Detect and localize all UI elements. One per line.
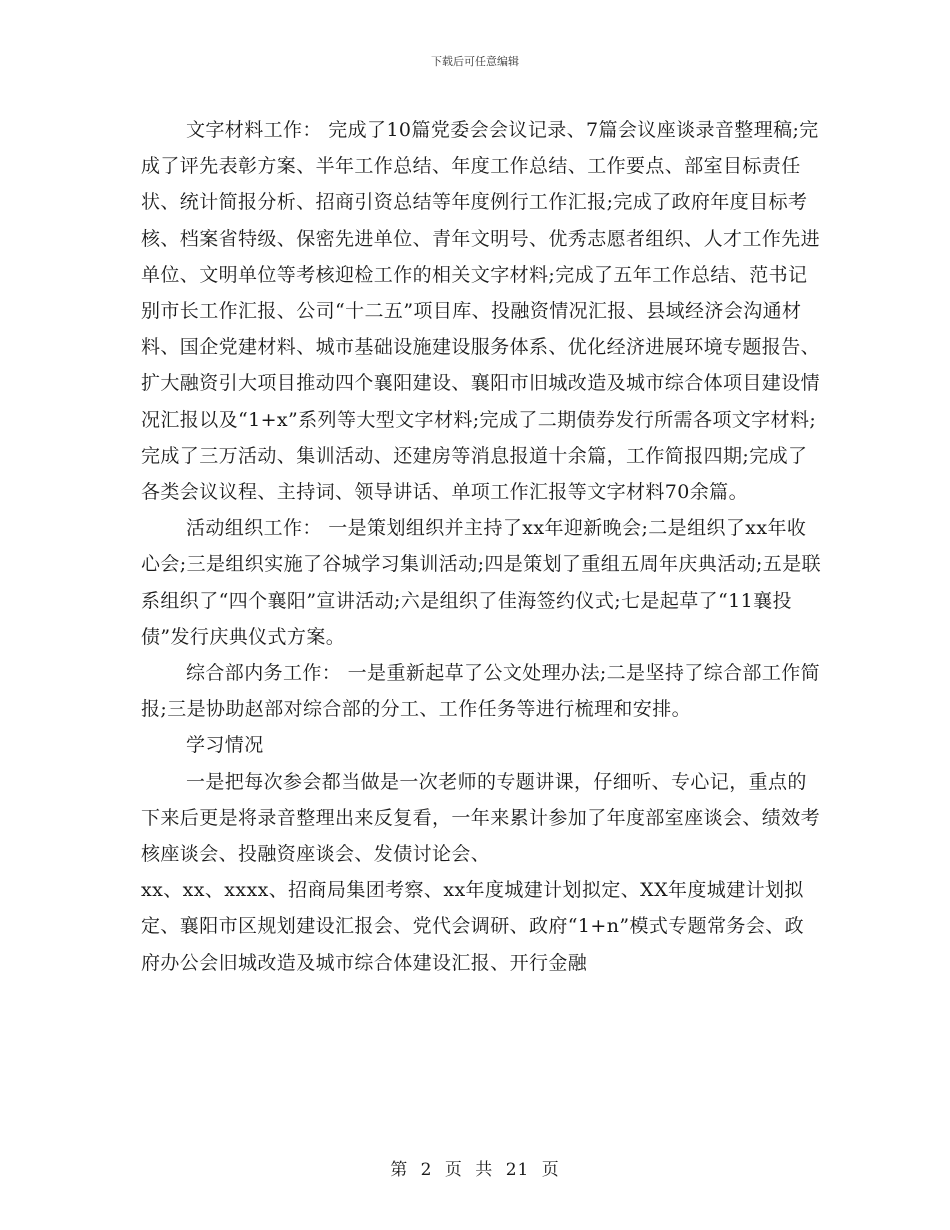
section-heading-study: 学习情况 [186, 734, 264, 757]
paragraph-internal-affairs: 综合部内务工作： 一是重新起草了公文处理办法;二是坚持了综合部工作简报;三是协助赵部对综合部的分工、工作任务等进行梳理和安排。 [141, 662, 821, 721]
paragraph-study-1: 一是把每次参会都当做是一次老师的专题讲课，仔细听、专心记，重点的下来后更是将录音整理出来反复看，一年来累计参加了年度部室座谈会、绩效考核座谈会、投融资座谈会、发债讨论会、 [141, 770, 821, 866]
page-footer: 第 2 页 共 21 页 [390, 1160, 560, 1180]
paragraph-text-materials: 文字材料工作： 完成了10篇党委会会议记录、7篇会议座谈录音整理稿;完成了评先表彰方案、半年工作总结、年度工作总结、工作要点、部室目标责任状、统计简报分析、招商引资总结等年度例行工作汇报;完成了政府年度目标考核、档案省特级、保密先进单位、青年文明号、优秀志愿者组织、人才工作先进单位、文明单位等考核迎检工作的相关文字材料;完成了五年工作总结、范书记别市长工作汇报、公司“十二五”项目库、投融资情况汇报、县域经济会沟通材料、国企党建材料、城市基础设施建设服务体系、优化经济进展环境专题报告、扩大融资引大项目推动四个襄阳建设、襄阳市旧城改造及城市综合体项目建设情况汇报以及“1+x”系列等大型文字材料;完成了二期债券发行所需各项文字材料;完成了三万活动、集训活动、还建房等消息报道十余篇，工作简报四期;完成了各类会议议程、主持词、领导讲话、单项工作汇报等文字材料70余篇。 [141, 119, 821, 504]
paragraph-study-2: xx、xx、xxxx、招商局集团考察、xx年度城建计划拟定、XX年度城建计划拟定、襄阳市区规划建设汇报会、党代会调研、政府“1+n”模式专题常务会、政府办公会旧城改造及城市综合体建设汇报、开行金融 [141, 879, 805, 974]
document-body [141, 112, 821, 981]
page-header: 下载后可任意编辑 [431, 55, 519, 68]
paragraph-activity-organization: 活动组织工作： 一是策划组织并主持了xx年迎新晚会;二是组织了xx年收心会;三是组织实施了谷城学习集训活动;四是策划了重组五周年庆典活动;五是联系组织了“四个襄阳”宣讲活动;六是组织了佳海签约仪式;七是起草了“11襄投债”发行庆典仪式方案。 [141, 517, 822, 648]
